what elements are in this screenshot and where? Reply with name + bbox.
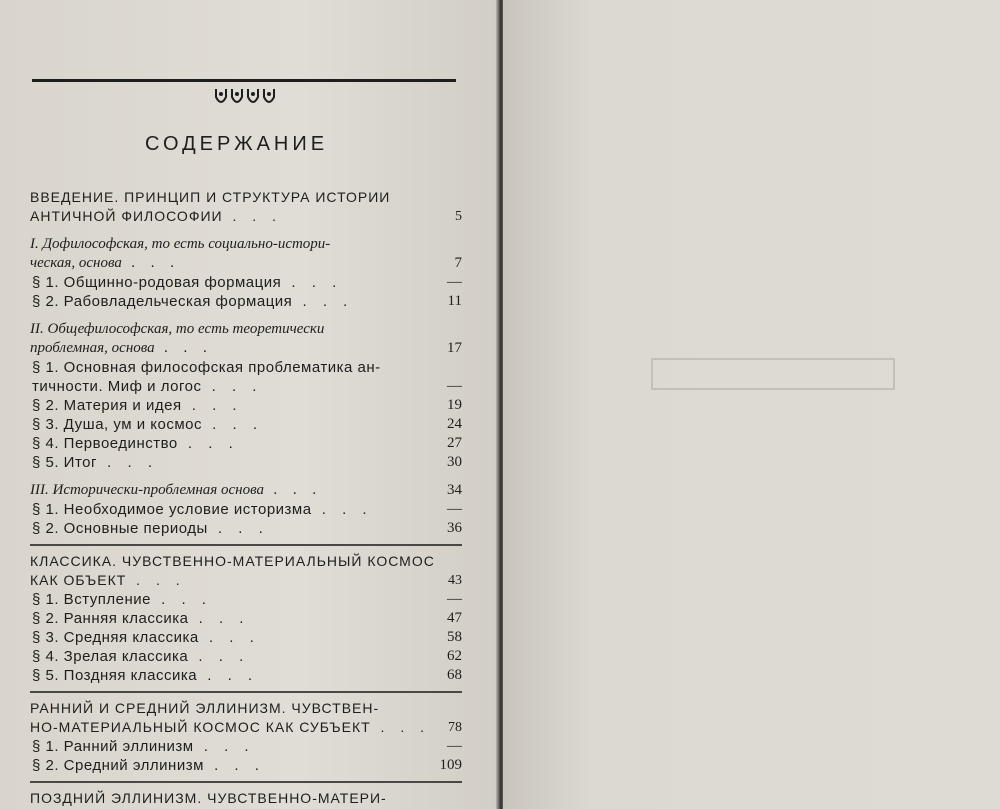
page-number: 30 [447,454,462,470]
toc-entry [30,519,462,538]
ornament-icon [212,85,282,111]
toc-heading: СОДЕРЖАНИЕ [145,133,329,155]
page-number: — [447,738,462,754]
toc-entry-line [30,273,462,292]
leader-dots: . . . [188,610,250,627]
page-number: 24 [447,416,462,432]
page-number: 19 [447,397,462,413]
toc-entry-title: НО-МАТЕРИАЛЬНЫЙ КОСМОС КАК СУБЪЕКТ [30,719,371,735]
page-number: — [447,591,462,607]
toc-entry-line [30,188,462,207]
toc-entry-title: I. Дофилософская, то есть социально-истори- [30,236,331,252]
leader-dots: . . . [292,293,354,310]
page-number: 43 [448,573,462,588]
toc-entry-line [30,320,462,339]
page-number: 11 [447,293,462,309]
toc-entry-title: § 5. Итог [32,454,97,471]
toc-entry-line [30,519,462,538]
toc-entry-title: § 4. Первоединство [32,435,178,452]
spacer [30,472,462,481]
toc-entry [30,415,462,434]
toc-entry [30,609,462,628]
leader-dots: . . . [154,340,214,356]
top-rule [32,79,456,82]
toc-entry-title: § 3. Средняя классика [32,629,199,646]
toc-entry [30,500,462,519]
toc-entry [30,434,462,453]
toc-entry-line [30,647,462,666]
toc-entry [30,628,462,647]
page-number: 109 [439,757,462,773]
toc-entry [30,358,462,396]
toc-entry [30,789,462,809]
toc-entry-line [30,434,462,453]
toc-entry [30,737,462,756]
toc-entry-line [30,396,462,415]
toc-entry [30,590,462,609]
leader-dots: . . . [126,572,186,588]
leader-dots: . . . [203,757,265,774]
toc-entry [30,188,462,226]
toc-entry-line [30,453,462,472]
toc-entry-title: ВВЕДЕНИЕ. ПРИНЦИП И СТРУКТУРА ИСТОРИИ [30,189,391,205]
leader-dots: . . . [188,648,250,665]
toc-entry-line [30,481,462,500]
toc-entry [30,273,462,292]
leader-dots: . . . [177,435,239,452]
toc-entry-line [30,666,462,685]
toc-left-list [30,188,462,809]
toc-entry-line [30,699,462,718]
toc-entry [30,481,462,500]
toc-entry [30,453,462,472]
bleed-through-box [651,358,895,390]
page-number: 7 [454,255,462,271]
toc-entry [30,647,462,666]
leader-dots: . . . [264,482,323,498]
toc-entry-line [30,207,462,226]
toc-entry-line [30,590,462,609]
toc-entry-line [30,756,462,775]
toc-entry-line [30,358,462,377]
toc-entry [30,699,462,737]
page-number: 58 [447,629,462,645]
toc-entry-title: § 1. Основная философская проблематика ан- [32,359,381,376]
leader-dots: . . . [181,397,243,414]
right-page [503,0,1000,809]
toc-entry [30,292,462,311]
leader-dots: . . . [198,629,260,646]
toc-entry-title: § 1. Общинно-родовая формация [32,274,282,291]
toc-entry-line [30,415,462,434]
leader-dots: . . . [311,501,373,518]
toc-entry-line [30,718,462,737]
leader-dots: . . . [370,719,430,735]
toc-entry-title: § 2. Рабовладельческая формация [32,293,293,310]
toc-entry-title: РАННИЙ И СРЕДНИЙ ЭЛЛИНИЗМ. ЧУВСТВЕН- [30,700,380,716]
page-number: — [447,501,462,517]
leader-dots: . . . [193,738,255,755]
toc-entry-title: § 1. Ранний эллинизм [32,738,194,755]
leader-dots: . . . [121,255,181,271]
page-number: 17 [447,340,462,356]
leader-dots: . . . [150,591,212,608]
section-divider [30,781,462,783]
toc-entry-title: II. Общефилософская, то есть теоретически [30,321,325,337]
leader-dots: . . . [96,454,158,471]
leader-dots: . . . [222,208,282,224]
toc-entry-title: § 2. Средний эллинизм [32,757,204,774]
toc-entry [30,320,462,358]
toc-entry-title: § 1. Вступление [32,591,151,608]
toc-entry-line [30,552,462,590]
page-number: 47 [447,610,462,626]
toc-entry-line [30,292,462,311]
page-number: 5 [455,209,462,224]
toc-entry-title: проблемная, основа [30,340,155,356]
page-number: — [447,274,462,290]
section-divider [30,691,462,693]
page-number: 78 [448,720,462,735]
leader-dots: . . . [201,378,263,395]
toc-entry-title: тичности. Миф и логос [32,378,202,395]
page-number: 62 [447,648,462,664]
leader-dots: . . . [197,667,259,684]
toc-entry-title: § 4. Зрелая классика [32,648,189,665]
section-divider [30,544,462,546]
page-number: 27 [447,435,462,451]
toc-entry-title: § 2. Ранняя классика [32,610,189,627]
toc-entry-line [30,628,462,647]
leader-dots: . . . [281,274,343,291]
toc-entry-line [30,339,462,358]
leader-dots: . . . [207,520,269,537]
toc-entry-line [30,789,462,808]
toc-entry-line [30,377,462,396]
toc-entry-title: § 2. Материя и идея [32,397,182,414]
spacer [30,311,462,320]
spacer [30,226,462,235]
toc-entry-title: § 3. Душа, ум и космос [32,416,202,433]
page-number: 36 [447,520,462,536]
toc-entry-title: ПОЗДНИЙ ЭЛЛИНИЗМ. ЧУВСТВЕННО-МАТЕРИ- [30,790,387,806]
toc-entry-title: § 2. Основные периоды [32,520,208,537]
toc-entry [30,666,462,685]
toc-entry-title: КЛАССИКА. ЧУВСТВЕННО-МАТЕРИАЛЬНЫЙ КОСМОС КАК ОБЪЕКТ [30,553,435,588]
toc-entry-line [30,254,462,273]
toc-entry-title: § 1. Необходимое условие историзма [32,501,312,518]
toc-entry-line [30,235,462,254]
page-number: 34 [447,482,462,498]
page-number: — [447,378,462,394]
page-number: 68 [447,667,462,683]
toc-entry-line [30,500,462,519]
toc-entry-title: АНТИЧНОЙ ФИЛОСОФИИ [30,208,223,224]
leader-dots: . . . [201,416,263,433]
toc-entry-title: ческая, основа [30,255,122,271]
toc-entry-title: III. Исторически-проблемная основа [30,482,265,498]
toc-entry [30,756,462,775]
toc-entry [30,235,462,273]
toc-entry-line [30,737,462,756]
toc-entry [30,396,462,415]
toc-entry-line [30,609,462,628]
toc-entry [30,552,462,590]
toc-entry-title: § 5. Поздняя классика [32,667,198,684]
